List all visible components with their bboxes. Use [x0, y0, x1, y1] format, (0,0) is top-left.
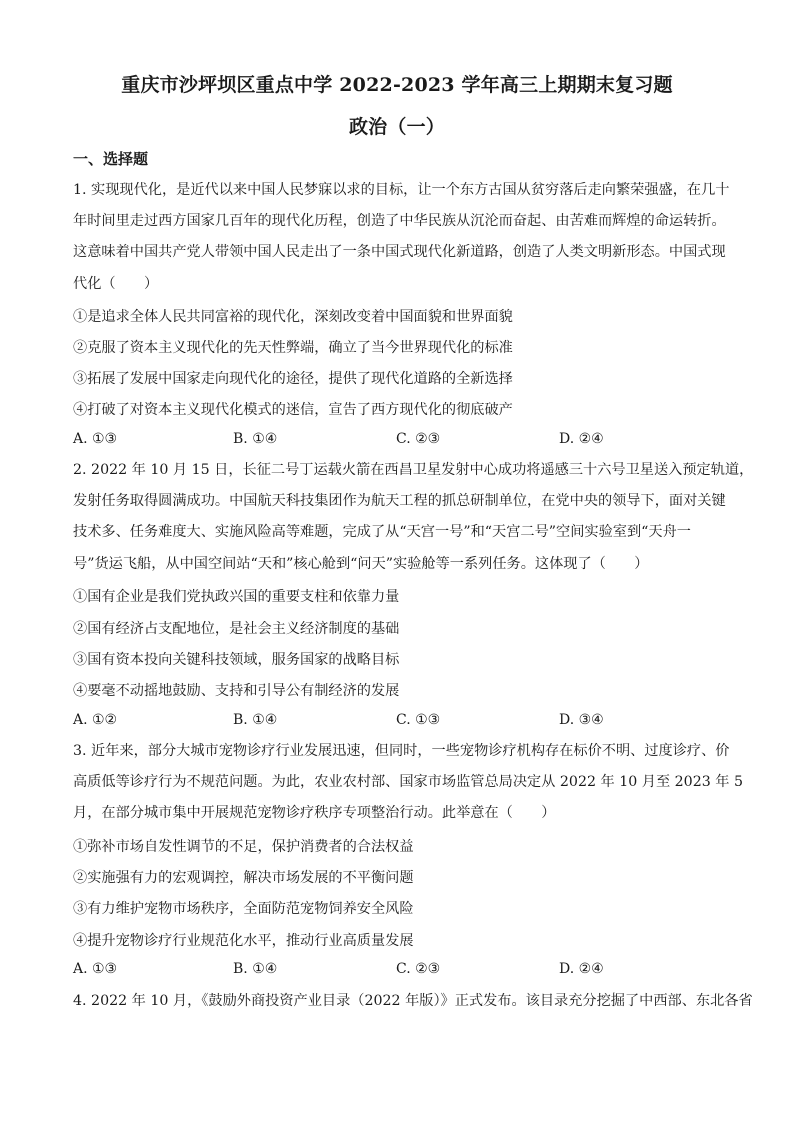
- exam-title: 重庆市沙坪坝区重点中学 2022-2023 学年高三上期期末复习题: [121, 74, 673, 96]
- question-3-option-4: ④提升宠物诊疗行业规范化水平，推动行业高质量发展: [73, 933, 414, 949]
- stem-line: 3. 近年来，部分大城市宠物诊疗行业发展迅速，但同时，一些宠物诊疗机构存在标价不明、过度诊疗、价: [73, 743, 730, 759]
- stem-line: 2. 2022 年 10 月 15 日，长征二号丁运载火箭在西昌卫星发射中心成功将遥感三十六号卫星送入预定轨道，: [73, 462, 754, 478]
- stem-line: 代化（ ）: [73, 275, 159, 292]
- question-2-answer-d: D. ③④: [559, 712, 604, 728]
- question-3-answer-c: C. ②③: [396, 961, 441, 977]
- question-3-answer-b: B. ①④: [233, 961, 278, 977]
- question-3-answer-d: D. ②④: [559, 961, 604, 977]
- stem-line: 高质低等诊疗行为不规范问题。为此，农业农村部、国家市场监管总局决定从 2022 年 10 月至 2023 年 5: [73, 774, 743, 791]
- question-3-stem: [73, 736, 743, 830]
- question-4-stem: [73, 986, 753, 1017]
- question-2-answer-b: B. ①④: [233, 712, 278, 728]
- question-1-option-3: ③拓展了发展中国家走向现代化的途径，提供了现代化道路的全新选择: [73, 371, 513, 387]
- stem-line: 月，在部分城市集中开展规范宠物诊疗秩序专项整治行动。此举意在（ ）: [73, 805, 556, 822]
- question-1-option-1: ①是追求全体人民共同富裕的现代化，深刻改变着中国面貌和世界面貌: [73, 309, 513, 325]
- stem-line: 4. 2022 年 10 月，《鼓励外商投资产业目录（2022 年版）》正式发布。该目录充分挖掘了中西部、东北各省: [73, 993, 753, 1009]
- question-1-option-2: ②克服了资本主义现代化的先天性弊端，确立了当今世界现代化的标准: [73, 340, 513, 356]
- stem-line: 年时间里走过西方国家几百年的现代化历程，创造了中华民族从沉沦而奋起、由苦难而辉煌的命运转折。: [73, 213, 726, 230]
- question-1-stem: [73, 175, 730, 300]
- stem-line: 号”货运飞船，从中国空间站“天和”核心舱到“问天”实验舱等一系列任务。这体现了（ ）: [73, 555, 649, 572]
- question-3-answer-a: A. ①③: [73, 961, 118, 977]
- question-2-option-4: ④要毫不动摇地鼓励、支持和引导公有制经济的发展: [73, 683, 400, 699]
- section-heading: 一、选择题: [73, 150, 149, 168]
- question-1-answer-c: C. ②③: [396, 431, 441, 447]
- stem-line: 这意味着中国共产党人带领中国人民走出了一条中国式现代化新道路，创造了人类文明新形态。中国式现: [73, 244, 726, 261]
- question-1-answer-a: A. ①③: [73, 431, 118, 447]
- question-1-answer-b: B. ①④: [233, 431, 278, 447]
- stem-line: 发射任务取得圆满成功。中国航天科技集团作为航天工程的抓总研制单位，在党中央的领导下，面对关键: [73, 493, 726, 510]
- question-2-option-2: ②国有经济占支配地位，是社会主义经济制度的基础: [73, 621, 400, 637]
- question-2-stem: [73, 455, 754, 580]
- question-1-answer-d: D. ②④: [559, 431, 604, 447]
- stem-line: 1. 实现现代化，是近代以来中国人民梦寐以求的目标，让一个东方古国从贫穷落后走向繁荣强盛，在几十: [73, 182, 730, 198]
- exam-subtitle: 政治（一）: [348, 116, 445, 138]
- question-1-option-4: ④打破了对资本主义现代化模式的迷信，宣告了西方现代化的彻底破产: [73, 402, 513, 418]
- stem-line: 技术多、任务难度大、实施风险高等难题，完成了从“天宫一号”和“天宫二号”空间实验室到“天舟一: [73, 524, 691, 541]
- question-2-answer-c: C. ①③: [396, 712, 441, 728]
- question-2-answer-a: A. ①②: [73, 712, 118, 728]
- question-2-option-1: ①国有企业是我们党执政兴国的重要支柱和依靠力量: [73, 589, 400, 605]
- question-3-option-1: ①弥补市场自发性调节的不足，保护消费者的合法权益: [73, 839, 414, 855]
- question-3-option-3: ③有力维护宠物市场秩序，全面防范宠物饲养安全风险: [73, 901, 414, 917]
- question-2-option-3: ③国有资本投向关键科技领域，服务国家的战略目标: [73, 652, 400, 668]
- question-3-option-2: ②实施强有力的宏观调控，解决市场发展的不平衡问题: [73, 870, 414, 886]
